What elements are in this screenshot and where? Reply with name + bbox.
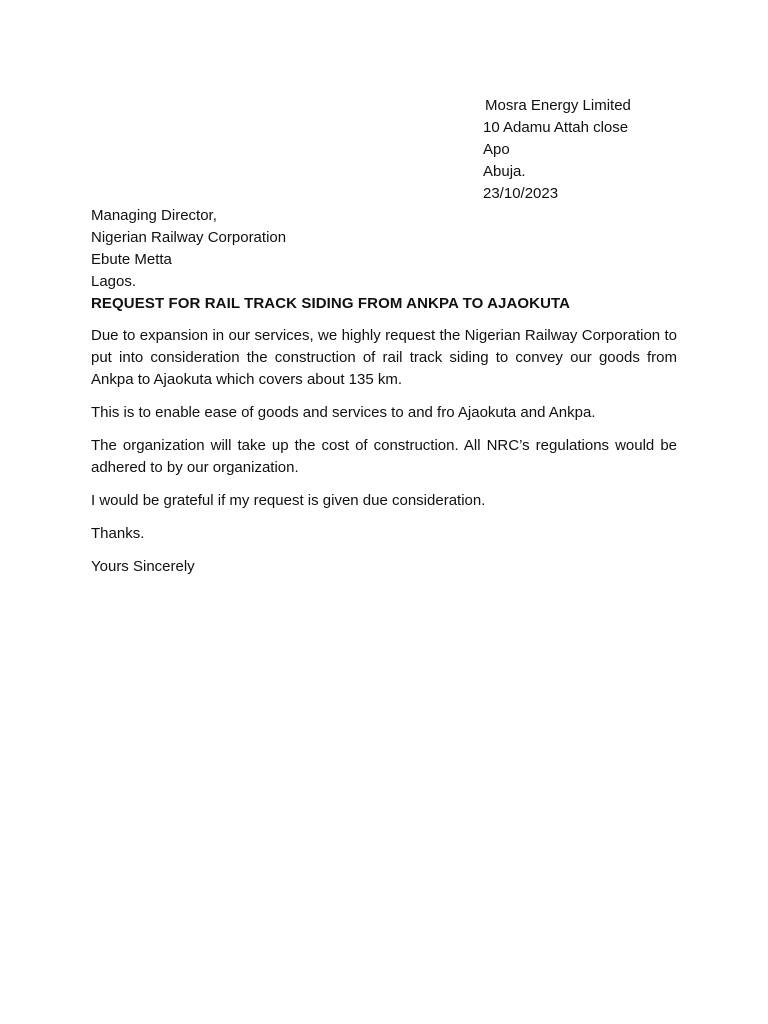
closing-signoff: Yours Sincerely bbox=[91, 558, 195, 575]
sender-address-block bbox=[483, 95, 631, 205]
body-paragraph-2: This is to enable ease of goods and services to and fro Ajaokuta and Ankpa. bbox=[91, 404, 596, 421]
sender-district: Apo bbox=[483, 141, 510, 158]
letter-date: 23/10/2023 bbox=[483, 185, 559, 202]
recipient-organization: Nigerian Railway Corporation bbox=[91, 229, 287, 246]
sender-street: 10 Adamu Attah close bbox=[483, 119, 629, 136]
letter-subject: REQUEST FOR RAIL TRACK SIDING FROM ANKPA TO AJAOKUTA bbox=[91, 295, 571, 312]
sender-city: Abuja. bbox=[483, 163, 526, 180]
sender-company: Mosra Energy Limited bbox=[485, 97, 631, 114]
recipient-city: Lagos. bbox=[91, 273, 137, 290]
closing-thanks: Thanks. bbox=[91, 525, 145, 542]
letter-body bbox=[91, 325, 677, 589]
recipient-area: Ebute Metta bbox=[91, 251, 172, 268]
body-paragraph-4: I would be grateful if my request is given due consideration. bbox=[91, 492, 486, 509]
recipient-title: Managing Director, bbox=[91, 207, 217, 224]
recipient-address-block bbox=[91, 205, 286, 293]
body-paragraph-3: The organization will take up the cost of construction. All NRC’s regulations would be adhered to by our organization. bbox=[91, 437, 677, 476]
body-paragraph-1: Due to expansion in our services, we highly request the Nigerian Railway Corporation to put into consideration the construction of rail track siding to convey our goods from Ankpa to Ajaokuta which covers about 135 km. bbox=[91, 327, 677, 388]
